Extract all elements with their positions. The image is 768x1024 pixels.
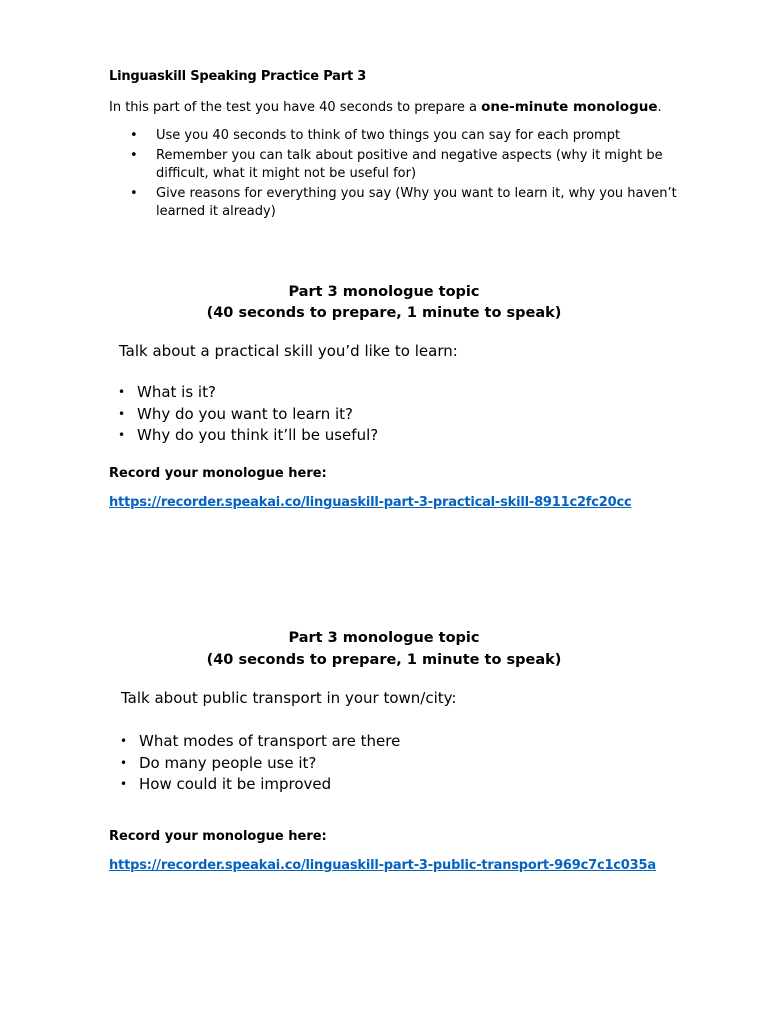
bullet-icon: • [118, 406, 126, 421]
intro-text: In this part of the test you have 40 seconds to prepare a [109, 100, 482, 115]
tip-text: Give reasons for everything you say (Why you want to learn it, why you haven’t learned it already) [156, 185, 677, 219]
recorder-link[interactable]: https://recorder.speakai.co/linguaskill-part-3-practical-skill-8911c2fc20cc [109, 495, 632, 510]
topic-heading-line1: Part 3 monologue topic [288, 630, 480, 646]
tip-item [130, 185, 690, 222]
bullet-icon: • [118, 385, 126, 399]
tip-text: Use you 40 seconds to think of two things you can say for each prompt [156, 128, 621, 143]
question-item: • What is it? [118, 382, 378, 404]
topic-heading-line2: (40 seconds to prepare, 1 minute to speak) [206, 305, 562, 321]
tip-text: Remember you can talk about positive and negative aspects (why it might be difficult, what it might not be useful for) [156, 147, 663, 181]
recorder-link[interactable]: https://recorder.speakai.co/linguaskill-part-3-public-transport-969c7c1c035a [109, 858, 656, 873]
question-item: • Do many people use it? [120, 753, 400, 775]
topic-prompt: Talk about public transport in your town/city: [121, 689, 457, 707]
bullet-icon: • [120, 734, 128, 748]
question-item: • What modes of transport are there [120, 731, 400, 753]
bullet-icon: • [130, 185, 138, 201]
bullet-icon: • [120, 755, 128, 770]
question-item: • How could it be improved [120, 774, 400, 796]
topic-heading [0, 627, 768, 671]
question-list [120, 731, 400, 796]
document-title: Linguaskill Speaking Practice Part 3 [109, 69, 367, 84]
topic-prompt: Talk about a practical skill you’d like to learn: [119, 342, 458, 360]
topic-heading-line1: Part 3 monologue topic [288, 284, 480, 300]
tip-item [130, 127, 690, 146]
tip-item [130, 147, 690, 184]
record-label: Record your monologue here: [109, 466, 327, 481]
bullet-icon: • [118, 428, 126, 442]
topic-heading [0, 282, 768, 324]
bullet-icon: • [120, 777, 128, 791]
question-item: • Why do you think it’ll be useful? [118, 425, 378, 447]
intro-paragraph [109, 98, 662, 117]
intro-period: . [657, 100, 662, 115]
bullet-icon: • [130, 147, 138, 163]
question-list [118, 382, 378, 447]
topic-heading-line2: (40 seconds to prepare, 1 minute to speak) [206, 652, 562, 668]
record-label: Record your monologue here: [109, 829, 327, 844]
intro-emphasis: one-minute monologue [481, 99, 658, 115]
topic-card-practical-skill [0, 282, 768, 324]
bullet-icon: • [130, 128, 138, 143]
tips-list [130, 127, 690, 223]
topic-card-public-transport [0, 627, 768, 671]
question-item: • Why do you want to learn it? [118, 404, 378, 426]
